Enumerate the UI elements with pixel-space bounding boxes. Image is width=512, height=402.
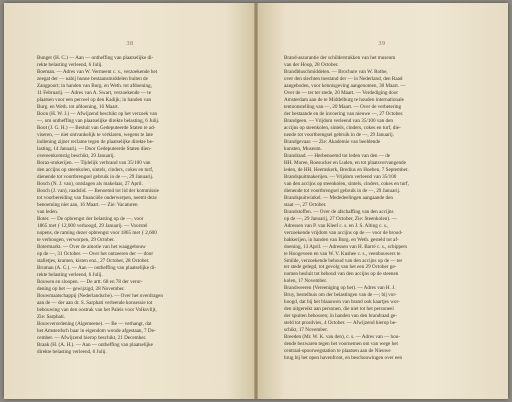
entry-line: tentoonstelling van —, 20 Maart. — Over de verbetering: [284, 103, 402, 110]
entry-line: Breeden (Mr. W. K. van den), c. s. — Adres van — hou-: [284, 334, 400, 341]
entry-line: steld tot prosdvies, 4 October. — Afwijzend hierop be-: [284, 320, 397, 327]
index-entry: [37, 125, 233, 160]
index-entry: [37, 244, 233, 265]
entry-line: 1865 met ƒ 12,000 verhoogd, 29 Januarij. — Voorstel: [37, 222, 148, 229]
entry-line: hoogd, dat bij het blaauwen van brand ook kaartjes wor-: [284, 299, 400, 306]
entry-line: over den slechten toestand der — in Nederland, den Raad: [284, 76, 403, 82]
index-entry: [284, 195, 480, 209]
entry-line: op de —, 29 Januarij, 27 October, Zie: Steenkolen). —: [284, 215, 397, 222]
entry-line: Botermarkt. — Over de amotie van het waaggebouw: [37, 243, 146, 250]
entry-line: den accijns op steenkolen, sintels, cinders, cokes en turf,: [37, 166, 154, 173]
entry-line: brug bij het open havenfront, en beschouwingen over een: [284, 355, 403, 361]
entry-line: nende tot voortbrengsel gebruik in de —, 29 Januarij.: [284, 131, 394, 138]
entry-line: Bouwmaatschappij (Nederlandsche). — Over het overdragen: [37, 292, 163, 299]
entry-line: tot voorbereiding van financiële onderwerpen, neemt deze: [37, 194, 157, 201]
entry-line: nomen besluit tot behoud van den accijns op de steenen: [284, 271, 399, 278]
entry-line: dienende tot voortbrengsel gebruik in de —, 29 Januarij.: [284, 187, 401, 194]
entry-line: Smilde, verzoekende behoud van den accijns op de — ter: [284, 257, 403, 264]
entry-line: schikt, 17 November.: [284, 327, 328, 334]
entry-line: Bruman (A. C.). — Aan — ontheffing van plaatselijke di-: [37, 264, 156, 271]
right-page: [256, 3, 508, 399]
entry-line: lasting, 14 Januarij. — Door Gedeputeerde Staten dien-: [37, 145, 152, 152]
page-number-right: 39: [378, 41, 386, 47]
entry-line: Bouwen en sloopen. — De artt. 68 en 78 der veror-: [37, 278, 143, 285]
entry-line: den uitgereikt aan personen, die niet tot het personeel: [284, 306, 394, 313]
entry-line: der bestaande en de invoering van nieuwe —, 27 October.: [284, 110, 404, 117]
entry-line: kolen, 17 November.: [284, 278, 328, 285]
entry-line: Braak (H. (A. H.). — Aan — ontheffing van plaatselijke: [37, 341, 153, 348]
entry-line: Brandgevaar. — Zie: Akademie van beeldende: [284, 138, 381, 145]
entry-line: Brandweeren (Vereeniging op het). — Adres van H. J.: [284, 285, 396, 292]
entry-line: doening, 13 April. — Adressen van H. Barré c. s., schippers: [284, 243, 408, 250]
entry-line: benoeming niet aan, 16 Maart. — Zie: Vacaturen: [37, 201, 138, 208]
entry-line: te verhoogen, verworpen, 29 October.: [37, 236, 115, 243]
entry-line: dening op het — gewijzigd, 28 November.: [37, 285, 125, 292]
entry-line: Over de — ter ter stede, 20 Maart. — Verdediging door: [284, 89, 399, 96]
index-entry: [37, 279, 233, 293]
index-entry: [284, 209, 480, 285]
entry-line: aan de — der aan dr. S. Sarphati verleende konsessie tot: [37, 299, 153, 306]
entry-line: nopens, de raming dezer opbrengst voor 1865 met ƒ 2,600: [37, 229, 157, 236]
entry-line: Boon (H. W. J.) — Afwijzend beschikt op het verzoek van: [37, 110, 158, 117]
index-entry: [37, 216, 233, 244]
entry-line: Brand-assurantie der schilderstukken van het museum: [284, 55, 396, 61]
left-page-text: [37, 55, 233, 356]
index-entry: [284, 139, 480, 153]
entry-line: dienende tot voortbrengsel gebruik in de —, 29 Januarij.: [37, 173, 154, 180]
index-entry: [284, 285, 480, 334]
entry-line: Boeman. — Adres van W. Vermeent c. s., verzoekende het: [37, 69, 158, 76]
entry-line: accijns op steenkolen, sintels, cinders, cokes en turf, die-: [284, 124, 401, 131]
entry-line: het Amsterdsch baar in eigendom wonde afgestaan, 7 De-: [37, 327, 156, 334]
entry-line: Zie: Sarphati.: [37, 313, 65, 320]
entry-line: Brandspuitwinkel. — Mededeelingen aangaande den: [284, 194, 393, 201]
index-entry: [37, 111, 233, 125]
index-entry: [284, 334, 480, 362]
entry-line: van der Hoop, 28 October.: [284, 61, 339, 68]
index-entry: [37, 342, 233, 356]
left-page: [4, 3, 256, 399]
index-entry: [284, 174, 480, 195]
index-entry: [284, 118, 480, 139]
entry-line: Bosch (N. J. van), ontslagen als makelaar, 27 April.: [37, 180, 143, 187]
entry-line: op de —, 31 October. — Over het ontzeeren der — door: [37, 250, 154, 257]
entry-line: staat —, 27 October.: [284, 201, 327, 208]
right-page-text: [284, 55, 480, 362]
entry-line: stalletjes, kramen, kisten enz., 27 October, 28 October.: [37, 257, 150, 264]
entry-line: rekte belasting verleend, 6 Julij.: [37, 61, 103, 68]
index-entry: [37, 293, 233, 321]
index-entry: [37, 160, 233, 181]
index-entry: [284, 69, 480, 118]
entry-line: van den accijns op steenkolen, sintels, cinders, cokes en turf,: [284, 180, 409, 187]
entry-line: rekte belasting verleend, 6 Julij.: [37, 271, 103, 278]
entry-line: Brandstoffen. — Over de afschaffing van den accijns: [284, 208, 394, 215]
entry-line: bebouwing van den oostrak van het Paleis voor Volksvlijt,: [37, 306, 157, 313]
index-entry: [37, 265, 233, 279]
entry-line: Zangpoort; in handen van Burg. en Weth. tot afdoening,: [37, 82, 152, 89]
entry-line: dende bezwaren tegen het voornemen om van wege het: [284, 341, 398, 348]
entry-line: cember. — Afwijzend hierop beschikt, 21 December.: [37, 334, 147, 341]
entry-line: Amsterdam aan de te Middelburg te houden internationale: [284, 96, 404, 103]
entry-line: ter stede gelegd, tot gevolg van het een 29 October ge-: [284, 264, 397, 271]
entry-line: aangeboden, voor kennisgeving aangenomen, 30 Maart. —: [284, 82, 406, 89]
index-entry: [37, 55, 233, 69]
entry-line: Brandraad. — Herbenoemd tot leden van den — de: [284, 152, 391, 159]
entry-line: Bosch (J. van), raadslid. — Benoemd tot lid der kommissie: [37, 187, 159, 194]
entry-line: Boter. — De opbrengst der belasting op de —, voor: [37, 215, 144, 222]
index-entry: [284, 55, 480, 69]
entry-line: centraal-spoorwegstation te plaatsen aan de Nieuwe: [284, 348, 391, 355]
index-entry: [284, 153, 480, 174]
entry-line: Bunger (H. C.) — Aan — ontheffing van plaatselijke di-: [37, 55, 154, 61]
index-entry: [37, 181, 233, 188]
entry-line: Brandgeen. — Vrijdom verleend van 35/100 van den: [284, 117, 393, 124]
open-book: [4, 3, 508, 399]
index-entry: [37, 321, 233, 342]
entry-line: Borax-stokerijen. — Tijdelijk verbrand van 35/100 van: [37, 159, 151, 166]
entry-line: Adressen van P. van Kleef c. s. en J. S. Alting c. s.,: [284, 222, 389, 229]
entry-line: Brandspuitmakerijen. — Vrijdom verleend van 35/100: [284, 173, 397, 180]
entry-line: leden, de HH. Heemskerk, Bredius en Hoeben, 7 September.: [284, 166, 409, 173]
entry-line: te Hoogeveen en van W. V. Kushee c. s., veenbouwers te: [284, 250, 401, 257]
entry-line: overeenkomstig beschikt, 29 Januarij.: [37, 152, 115, 159]
entry-line: zeegat der — nabij hunne bestaansmiddelen buiten de: [37, 76, 148, 82]
entry-line: indiening zijner reclame tegen de plaatselijke direkte be-: [37, 138, 154, 145]
entry-line: kunsten, Museum.: [284, 145, 322, 152]
book-gutter: [254, 3, 258, 399]
entry-line: 11 Februarij. — Adres van A. Swart, verzoekende — te: [37, 89, 152, 96]
index-entry: [37, 188, 233, 216]
entry-line: bakkerijen, in handen van Burg. en Weth. gesteld tot af-: [284, 236, 399, 243]
entry-line: HH. Moree, Roesucker en Luden, en tot plaatsvervangende: [284, 159, 406, 166]
entry-line: Brandbluschmiddelen. — Brochure van W. Rothe,: [284, 69, 388, 76]
entry-line: plaatsen voor een perceel op den Kadijk; in handen van: [37, 96, 152, 103]
entry-line: der spuiten behooren; in handen van den brandraad ge-: [284, 313, 398, 320]
entry-line: Boot (J. G. H.) — Besluit van Gedeputeerde Staten te ad-: [37, 124, 156, 131]
entry-line: Burg. en Weth. tot afdoening, 16 Maart.: [37, 103, 119, 110]
entry-line: Bruy, bestelhuis om der belastingen van de —; bij vor-: [284, 292, 397, 299]
entry-line: van leden.: [37, 208, 59, 215]
entry-line: Bouwverordening (Algemeene). — Be — verhangt, dat: [37, 320, 152, 327]
entry-line: direkte belasting verleend, 6 Julij.: [37, 348, 107, 355]
entry-line: —, om ontheffing van plaatselijke direkte belasting, 6 Julij.: [37, 117, 160, 124]
index-entry: [37, 69, 233, 111]
entry-line: viseren, — niet ontvankelijk te verklaren, wegens te late: [37, 131, 153, 138]
page-number-left: 38: [126, 41, 134, 47]
entry-line: verzoekende vrijdom van accijns op de — voor de brood-: [284, 229, 403, 236]
